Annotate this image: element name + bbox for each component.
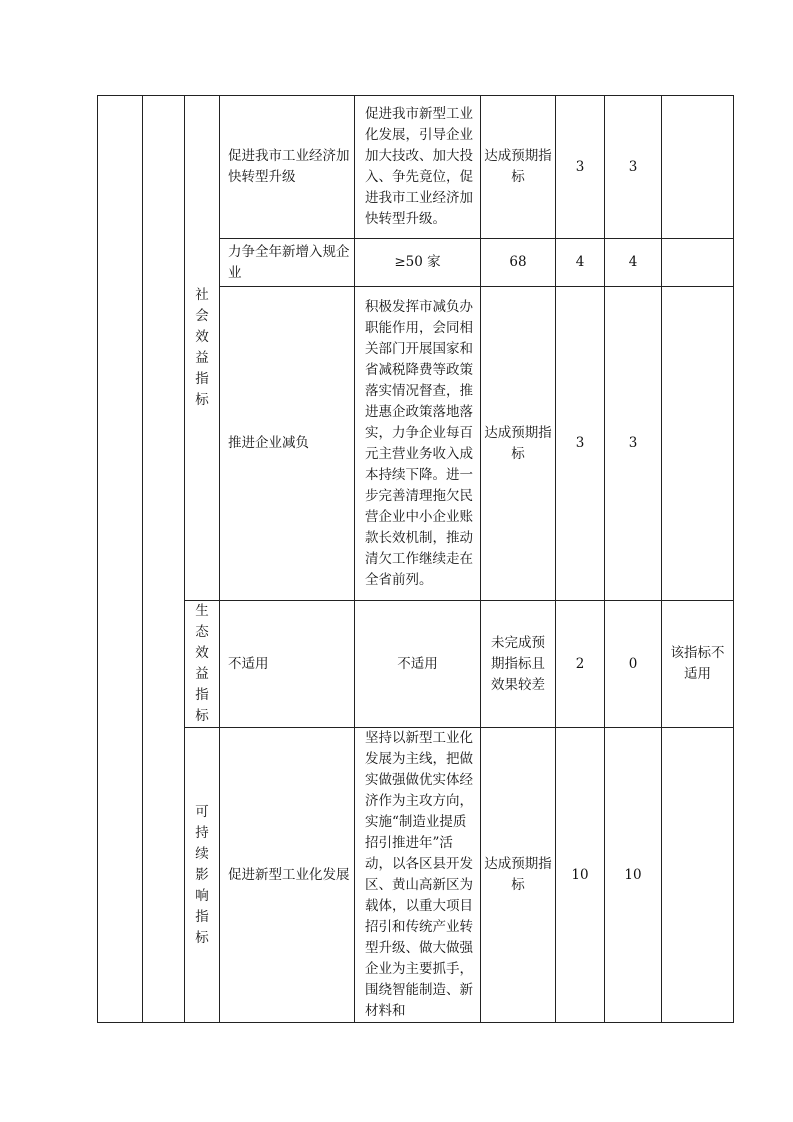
target-value: 不适用 [355,601,481,728]
target-value: 积极发挥市减负办职能作用，会同相关部门开展国家和省减税降费等政策落实情况督查，推进惠企政策落地落实，力争企业每百元主营业务收入成本持续下降。进一步完善清理拖欠民营企业中小企业账款长效机制，推动清欠工作继续走在全省前列。 [355,287,481,601]
note-value: 该指标不适用 [662,601,734,728]
score-value: 3 [605,96,662,239]
level2-cell [143,96,185,1023]
actual-value: 达成预期指标 [481,287,556,601]
note-value [662,239,734,287]
score-value: 0 [605,601,662,728]
weight-value: 3 [556,96,605,239]
weight-value: 3 [556,287,605,601]
note-value [662,96,734,239]
category-sustainable: 可持续影响指标 [185,728,220,1023]
category-ecological: 生态效益指标 [185,601,220,728]
indicator-name: 推进企业减负 [220,287,355,601]
score-value: 3 [605,287,662,601]
indicator-name: 促进我市工业经济加快转型升级 [220,96,355,239]
indicator-name: 力争全年新增入规企业 [220,239,355,287]
table-row [98,728,734,1023]
weight-value: 4 [556,239,605,287]
actual-value: 68 [481,239,556,287]
target-value: ≥50 家 [355,239,481,287]
target-value: 促进我市新型工业化发展，引导企业加大技改、加大投入、争先竟位，促进我市工业经济加快转型升级。 [355,96,481,239]
table-row [98,601,734,728]
category-social: 社会效益指标 [185,96,220,601]
level1-cell [98,96,143,1023]
target-value: 坚持以新型工业化发展为主线，把做实做强做优实体经济作为主攻方向，实施“制造业提质招引推进年”活动，以各区县开发区、黄山高新区为载体，以重大项目招引和传统产业转型升级、做大做强企业为主要抓手，围绕智能制造、新材料和 [355,728,481,1023]
actual-value: 未完成预期指标且效果较差 [481,601,556,728]
score-value: 10 [605,728,662,1023]
weight-value: 2 [556,601,605,728]
note-value [662,728,734,1023]
actual-value: 达成预期指标 [481,96,556,239]
note-value [662,287,734,601]
table-row [98,96,734,239]
score-value: 4 [605,239,662,287]
indicator-name: 促进新型工业化发展 [220,728,355,1023]
weight-value: 10 [556,728,605,1023]
indicator-name: 不适用 [220,601,355,728]
actual-value: 达成预期指标 [481,728,556,1023]
performance-indicator-table [97,95,734,1023]
